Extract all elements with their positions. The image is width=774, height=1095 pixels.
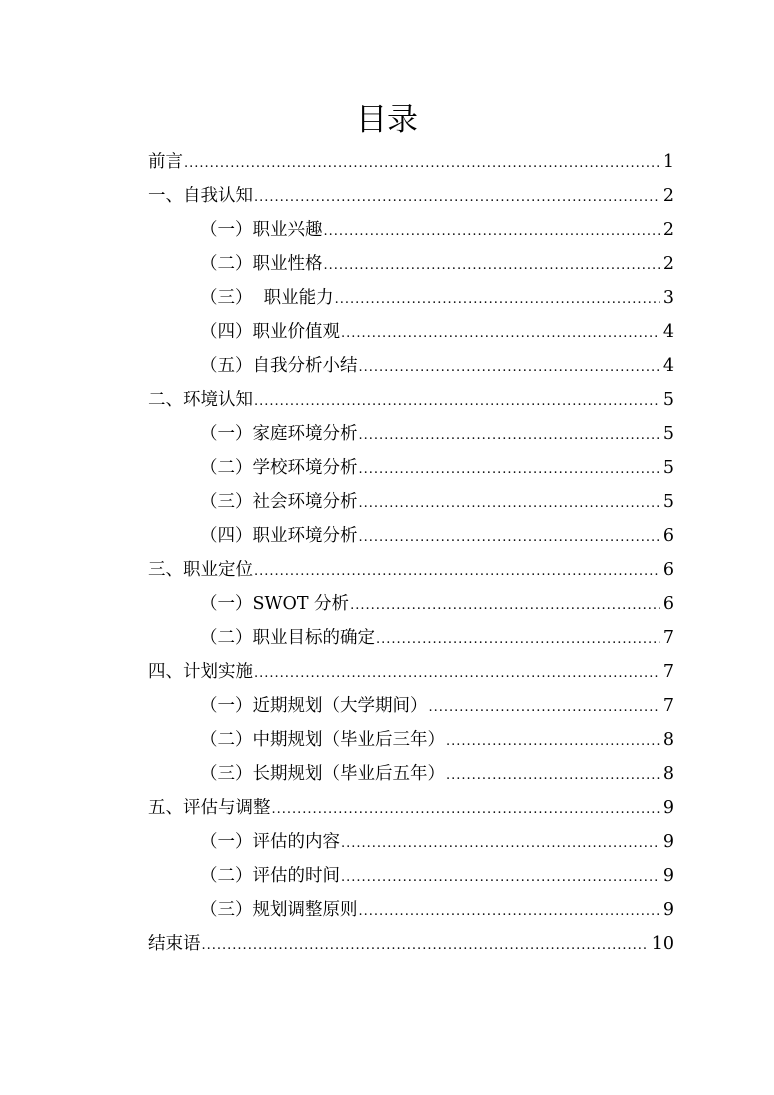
dot-leader: [324, 252, 660, 280]
dot-leader: [446, 728, 660, 756]
toc-entry: [148, 386, 674, 414]
toc-entry-text: （五）自我分析小结: [200, 356, 358, 376]
toc-entry-page-number: 5: [662, 390, 674, 410]
toc-entry: [200, 760, 674, 788]
toc-entry-text: （四）职业价值观: [200, 322, 340, 342]
toc-entry: [200, 590, 674, 618]
toc-entry-text: （一）家庭环境分析: [200, 424, 358, 444]
toc-entry-text: （一）SWOT 分析: [200, 594, 350, 614]
toc-entry: [200, 522, 674, 550]
toc-entry: [200, 318, 674, 346]
toc-entry: [148, 148, 674, 176]
toc-entry: [200, 488, 674, 516]
toc-entry-text: 结束语: [148, 934, 201, 954]
toc-entry-page-number: 5: [662, 424, 674, 444]
toc-entry-text: （一）职业兴趣: [200, 220, 323, 240]
toc-entry: [200, 420, 674, 448]
toc-entry-text: 三、职业定位: [148, 560, 253, 580]
toc-entry-page-number: 7: [662, 696, 674, 716]
toc-entry-page-number: 9: [662, 900, 674, 920]
toc-entry-text: （三）长期规划（毕业后五年）: [200, 764, 445, 784]
toc-entry: [148, 658, 674, 686]
toc-entry-text: （四）职业环境分析: [200, 526, 358, 546]
toc-entry: [148, 556, 674, 584]
toc-entry: [148, 930, 674, 958]
dot-leader: [359, 456, 660, 484]
toc-entry-text: （一）评估的内容: [200, 832, 340, 852]
toc-entry-page-number: 4: [662, 356, 674, 376]
dot-leader: [446, 762, 660, 790]
toc-entry-page-number: 9: [662, 832, 674, 852]
toc-entry-text: （二）中期规划（毕业后三年）: [200, 730, 445, 750]
toc-entry-text: （三） 职业能力: [200, 288, 334, 308]
dot-leader: [254, 184, 660, 212]
toc-entry-page-number: 1: [662, 152, 674, 172]
toc-entry-text: 五、评估与调整: [148, 798, 271, 818]
toc-entry: [200, 284, 674, 312]
dot-leader: [184, 150, 660, 178]
toc-entry-text: （一）近期规划（大学期间）: [200, 696, 428, 716]
toc-entry: [200, 216, 674, 244]
dot-leader: [202, 932, 649, 960]
toc-entry: [200, 624, 674, 652]
toc-entry-page-number: 10: [651, 934, 674, 954]
dot-leader: [272, 796, 660, 824]
dot-leader: [254, 558, 660, 586]
toc-entry: [148, 794, 674, 822]
toc-entry-text: 二、环境认知: [148, 390, 253, 410]
toc-entry: [200, 454, 674, 482]
dot-leader: [341, 320, 660, 348]
dot-leader: [376, 626, 660, 654]
toc-entry: [200, 250, 674, 278]
toc-entry-page-number: 5: [662, 492, 674, 512]
dot-leader: [429, 694, 660, 722]
toc-entry-text: 前言: [148, 152, 183, 172]
toc-entry-page-number: 2: [662, 220, 674, 240]
dot-leader: [341, 830, 660, 858]
toc-entry-text: （二）学校环境分析: [200, 458, 358, 478]
toc-entry-page-number: 9: [662, 798, 674, 818]
toc-entry: [200, 692, 674, 720]
toc-entry-page-number: 6: [662, 526, 674, 546]
dot-leader: [341, 864, 660, 892]
toc-entry: [200, 828, 674, 856]
toc-entry: [200, 726, 674, 754]
toc-entry: [148, 182, 674, 210]
dot-leader: [254, 388, 660, 416]
dot-leader: [359, 898, 660, 926]
toc-entry-page-number: 4: [662, 322, 674, 342]
toc-entry-page-number: 3: [662, 288, 674, 308]
toc-entry: [200, 352, 674, 380]
dot-leader: [359, 422, 660, 450]
toc-entry-text: （三）社会环境分析: [200, 492, 358, 512]
toc-entry-text: （二）职业性格: [200, 254, 323, 274]
toc-entry-text: （二）评估的时间: [200, 866, 340, 886]
toc-entry-page-number: 8: [662, 730, 674, 750]
toc-entry: [200, 862, 674, 890]
toc-entry-text: 四、计划实施: [148, 662, 253, 682]
toc-entry-page-number: 6: [662, 560, 674, 580]
toc-title: 目录: [356, 102, 418, 138]
dot-leader: [254, 660, 660, 688]
toc-entry-page-number: 9: [662, 866, 674, 886]
toc-entry-page-number: 8: [662, 764, 674, 784]
toc-entry-text: 一、自我认知: [148, 186, 253, 206]
dot-leader: [324, 218, 660, 246]
toc-entry-page-number: 7: [662, 662, 674, 682]
toc-entry-text: （三）规划调整原则: [200, 900, 358, 920]
toc-entry-text: （二）职业目标的确定: [200, 628, 375, 648]
toc-entry-page-number: 7: [662, 628, 674, 648]
dot-leader: [359, 490, 660, 518]
dot-leader: [335, 286, 660, 314]
toc-entry-page-number: 2: [662, 254, 674, 274]
toc-entry-page-number: 5: [662, 458, 674, 478]
dot-leader: [359, 354, 660, 382]
dot-leader: [350, 592, 660, 620]
dot-leader: [359, 524, 660, 552]
toc-entry-page-number: 2: [662, 186, 674, 206]
toc-entry-page-number: 6: [662, 594, 674, 614]
toc-entry: [200, 896, 674, 924]
